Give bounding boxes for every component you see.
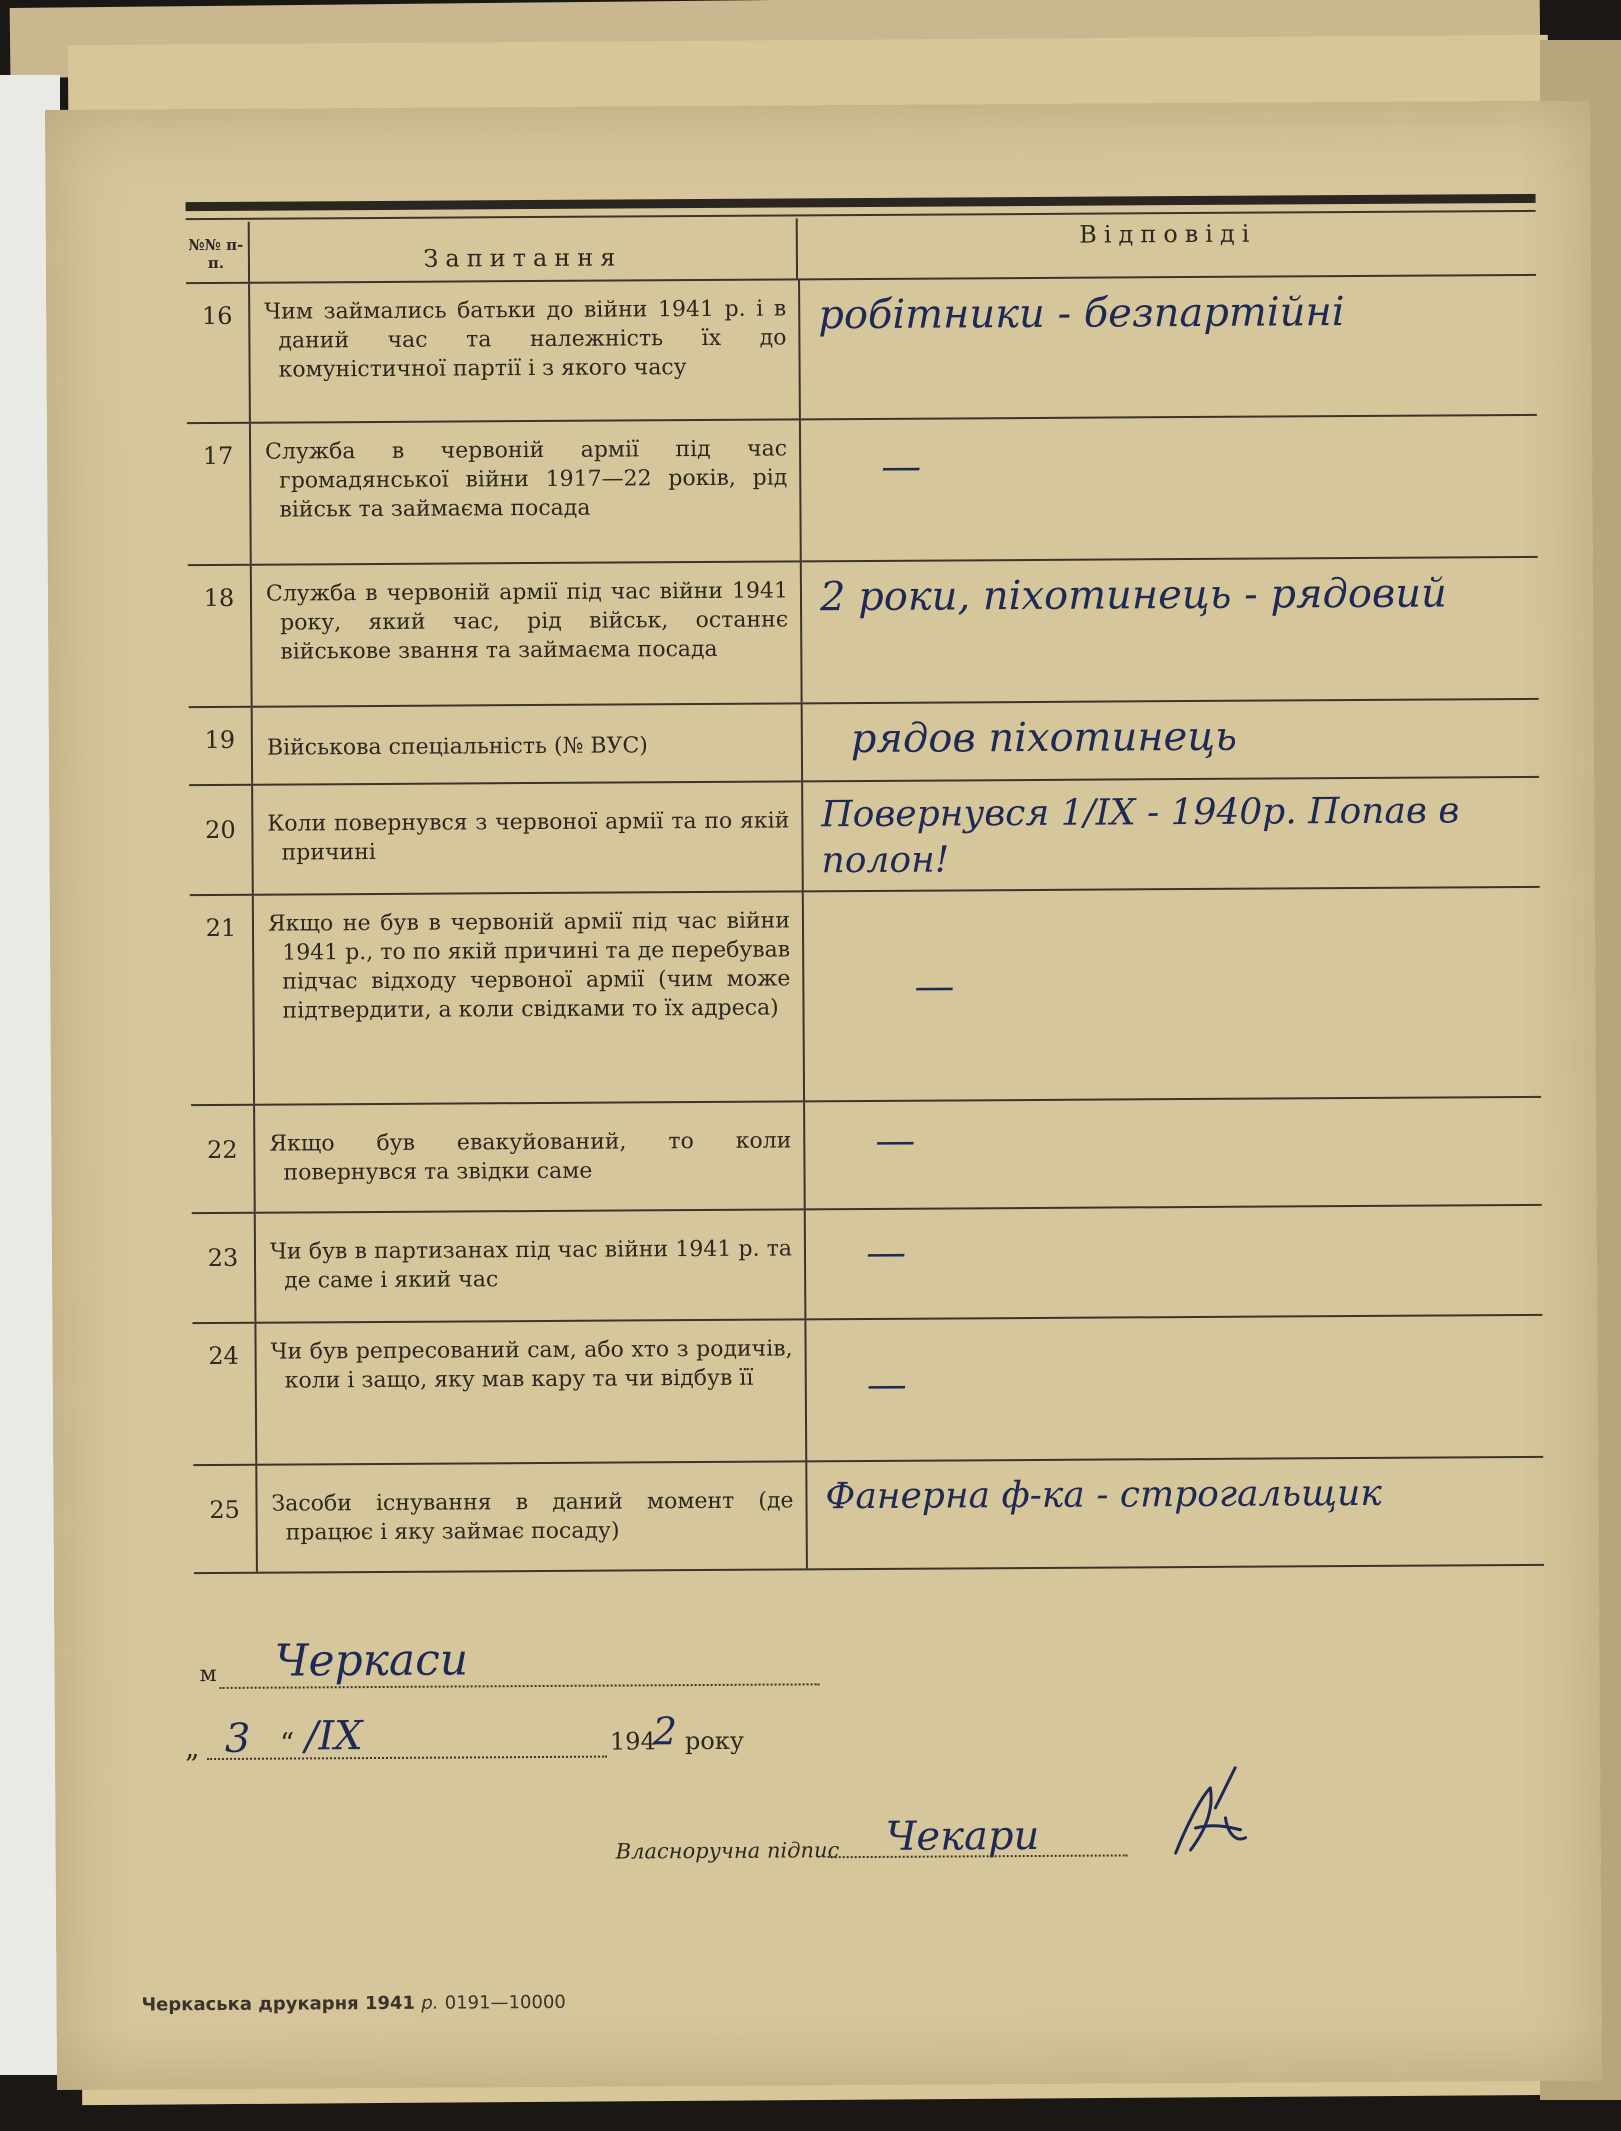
handwritten-answer: робітники - безпартійні xyxy=(818,289,1345,339)
row-number: 24 xyxy=(208,1341,239,1371)
date-close-quote: “ xyxy=(279,1726,295,1760)
row-answer xyxy=(807,1458,1544,1568)
signature-handwritten: Чекари xyxy=(885,1812,1040,1860)
handwritten-answer: — xyxy=(865,1229,907,1277)
header-question: Запитання xyxy=(248,218,798,281)
row-question: Якщо був евакуйований, то коли повернувся та звідки саме xyxy=(253,1102,806,1211)
date-dotted-line xyxy=(207,1756,607,1760)
table-row xyxy=(189,778,1540,896)
row-number: 16 xyxy=(201,301,233,331)
table-row xyxy=(189,700,1539,786)
row-answer xyxy=(800,276,1537,418)
row-question: Служба в червоній армії під час війни 1941 року, який час, рід військ, останнє військове звання та займаєма посада xyxy=(250,562,803,705)
handwritten-answer: Повернувся 1/IX - 1940р. Попав в полон! xyxy=(821,790,1460,882)
signature-label: Власноручна підпис xyxy=(615,1838,840,1864)
handwritten-answer: — xyxy=(866,1361,907,1409)
row-question: Коли повернувся з червоної армії та по якій причині xyxy=(251,782,804,893)
signature-line xyxy=(615,1797,1375,1872)
printer-name: Черкаська друкарня 1941 xyxy=(141,1992,416,2016)
row-answer xyxy=(806,1316,1543,1460)
city-prefix: м xyxy=(199,1661,217,1688)
handwritten-answer: Фанерна ф-ка - строгальщик xyxy=(825,1472,1382,1518)
handwritten-answer: 2 роки, піхотинець - рядовий xyxy=(819,570,1447,621)
handwritten-answer: — xyxy=(881,443,922,490)
row-question: Якщо не був в червоній армії під час війни 1941 р., то по якій причині та де перебував підчас відходу червоної армії (чим може підтвердити, а коли свідками то їх адреса) xyxy=(252,892,805,1103)
printer-imprint xyxy=(142,1992,566,2016)
date-line xyxy=(185,1711,785,1765)
table-row xyxy=(187,416,1538,566)
table-header xyxy=(186,214,1536,284)
table-row xyxy=(192,1316,1543,1466)
top-thick-rule xyxy=(186,194,1536,211)
row-answer xyxy=(803,778,1540,890)
table-row xyxy=(191,1098,1542,1214)
table-row xyxy=(186,276,1537,424)
row-number: 21 xyxy=(205,913,237,943)
row-question: Чи був репресований сам, або хто з родичів, коли і защо, яку мав кару та чи відбув її xyxy=(254,1320,807,1463)
date-open-quote: „ xyxy=(184,1731,200,1765)
row-answer xyxy=(805,1098,1542,1208)
row-number: 20 xyxy=(205,815,236,845)
date-month: /IX xyxy=(304,1713,363,1760)
row-number: 19 xyxy=(204,725,236,755)
row-number: 23 xyxy=(207,1243,239,1273)
row-question: Військова спеціальність (№ ВУС) xyxy=(251,704,803,783)
row-question: Служба в червоній армії під час громадянської війни 1917—22 років, рід військ та займаєма посада xyxy=(249,420,802,563)
header-number: №№ п-п. xyxy=(188,235,244,273)
row-answer xyxy=(801,416,1538,560)
city-handwritten: Черкаси xyxy=(274,1634,469,1687)
header-answer: Відповіді xyxy=(1079,219,1257,249)
questionnaire-table xyxy=(186,194,1536,1546)
printer-code: 0191—10000 xyxy=(444,1991,566,2014)
row-number: 18 xyxy=(203,583,235,613)
city-line xyxy=(199,1634,819,1689)
date-year-word: року xyxy=(684,1726,744,1756)
table-row xyxy=(192,1206,1543,1324)
handwritten-answer: — xyxy=(875,1117,916,1164)
handwritten-answer: рядов піхотинець xyxy=(850,713,1238,763)
table-row xyxy=(193,1458,1544,1574)
row-answer xyxy=(802,558,1539,702)
row-answer xyxy=(806,1206,1543,1318)
date-year-suffix: 2 xyxy=(652,1709,678,1754)
row-question: Засоби існування в даний момент (де працює і яку займає посаду) xyxy=(255,1462,808,1571)
row-number: 17 xyxy=(202,441,234,471)
row-question: Чи був в партизанах під час війни 1941 р. та де саме і який час xyxy=(254,1210,807,1321)
table-row xyxy=(190,888,1541,1106)
row-answer xyxy=(803,700,1539,780)
date-year-prefix: 194 xyxy=(609,1727,656,1756)
row-question: Чим займались батьки до війни 1941 р. і в даний час та належність їх до комуністичної партії і з якого часу xyxy=(248,280,801,421)
row-answer xyxy=(804,888,1541,1100)
row-number: 25 xyxy=(209,1495,240,1525)
row-number: 22 xyxy=(206,1135,238,1165)
document-page xyxy=(45,101,1602,2090)
signature-scribble-icon xyxy=(1155,1758,1266,1869)
handwritten-answer: — xyxy=(914,963,955,1010)
table-row xyxy=(188,558,1539,708)
date-day: 3 xyxy=(224,1715,251,1762)
printer-letter: р. xyxy=(421,1992,439,2014)
